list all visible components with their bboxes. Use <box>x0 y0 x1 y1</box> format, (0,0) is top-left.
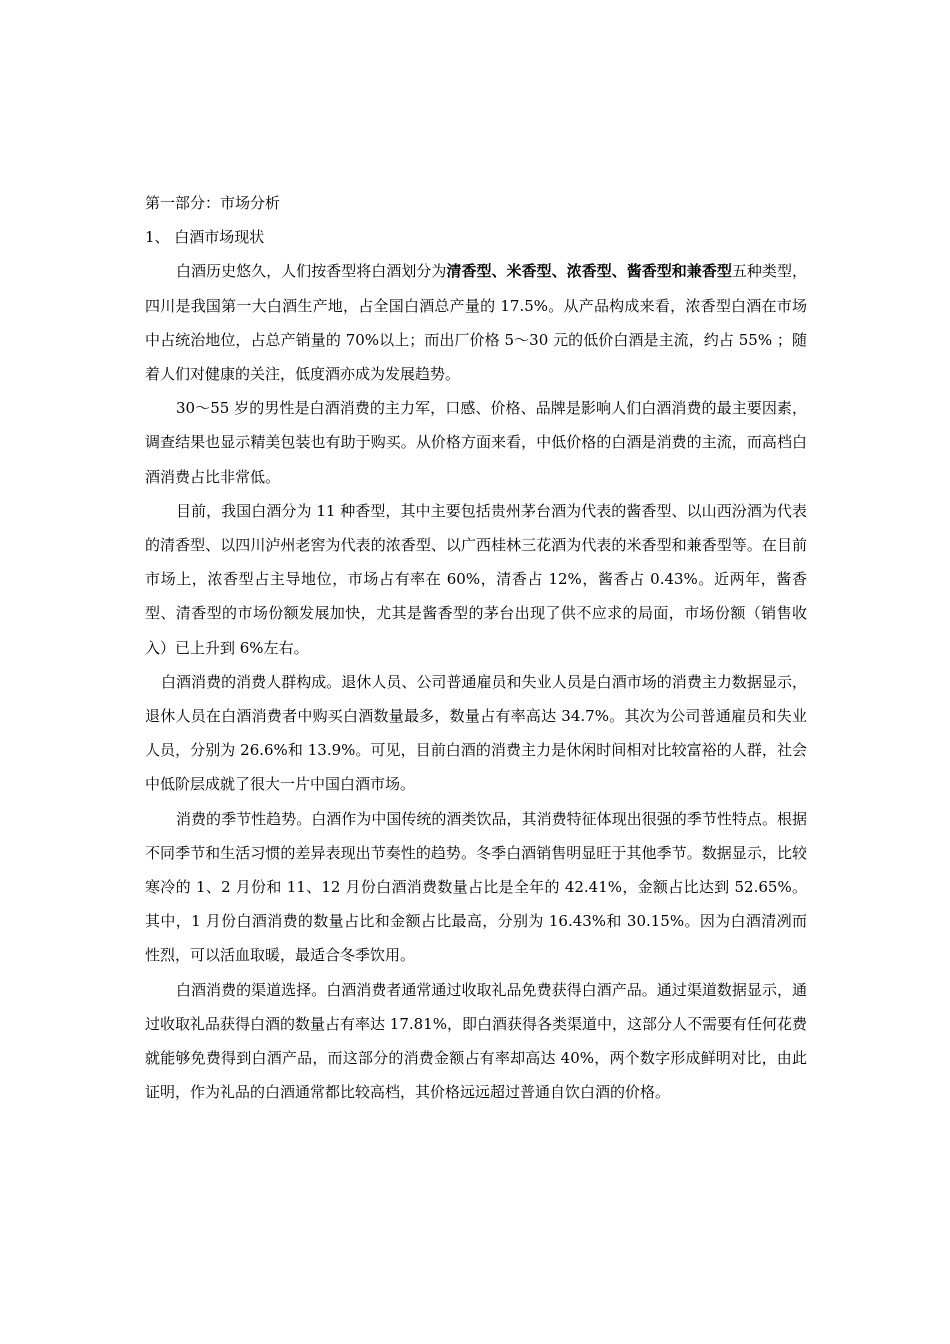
paragraph-lead-text: 白酒历史悠久，人们按香型将白酒划分为 <box>176 262 447 281</box>
paragraph-fragrance-types <box>145 254 807 391</box>
paragraph-consumer-profile: 30～55 岁的男性是白酒消费的主力军，口感、价格、品牌是影响人们白酒消费的最主要因素，调查结果也显示精美包装也有助于购买。从价格方面来看，中低价格的白酒是消费的主流，而高档白酒消费占比非常低。 <box>145 399 807 486</box>
paragraph-consumer-groups: 白酒消费的消费人群构成。退休人员、公司普通雇员和失业人员是白酒市场的消费主力数据显示，退休人员在白酒消费者中购买白酒数量最多，数量占有率高达 34.7%。其次为公司普通雇员和失业人员，分别为 26.6%和 13.9%。可见，目前白酒的消费主力是休闲时间相对比较富裕的人群，社会中低阶层成就了很大一片中国白酒市场。 <box>145 672 807 794</box>
paragraph-fragrance-market-share: 目前，我国白酒分为 11 种香型，其中主要包括贵州茅台酒为代表的酱香型、以山西汾酒为代表的清香型、以四川泸州老窖为代表的浓香型、以广西桂林三花酒为代表的米香型和兼香型等。在目前市场上，浓香型占主导地位，市场占有率在 60%，清香占 12%，酱香占 0.43%。近两年，酱香型、清香型的市场份额发展加快，尤其是酱香型的茅台出现了供不应求的局面，市场份额（销售收入）已上升到 6%左右。 <box>145 501 807 657</box>
section-title: 第一部分：市场分析 <box>145 194 281 212</box>
subsection-title: 1、 白酒市场现状 <box>145 228 265 247</box>
fragrance-types-bold: 清香型、米香型、浓香型、酱香型和兼香型 <box>446 262 732 281</box>
paragraph-seasonal-trend: 消费的季节性趋势。白酒作为中国传统的酒类饮品，其消费特征体现出很强的季节性特点。根据不同季节和生活习惯的差异表现出节奏性的趋势。冬季白酒销售明显旺于其他季节。数据显示，比较寒冷的 1、2 月份和 11、12 月份白酒消费数量占比是全年的 42.41%，金额占比达到 52.65%。其中，1 月份白酒消费的数量占比和金额占比最高，分别为 16.43%和 30.15%。因为白酒清冽而性烈，可以活血取暖，最适合冬季饮用。 <box>145 809 807 965</box>
paragraph-tail-text: 五种类型，四川是我国第一大白酒生产地，占全国白酒总产量的 17.5%。从产品构成来看，浓香型白酒在市场中占统治地位，占总产销量的 70%以上；而出厂价格 5～30 元的低价白酒是主流，约占 55% ；随着人们对健康的关注，低度酒亦成为发展趋势。 <box>145 262 807 384</box>
document-body <box>145 186 807 1109</box>
paragraph-channel-choice: 白酒消费的渠道选择。白酒消费者通常通过收取礼品免费获得白酒产品。通过渠道数据显示，通过收取礼品获得白酒的数量占有率达 17.81%，即白酒获得各类渠道中，这部分人不需要有任何花费就能够免费得到白酒产品，而这部分的消费金额占有率却高达 40%，两个数字形成鲜明对比，由此证明，作为礼品的白酒通常都比较高档，其价格远远超过普通自饮白酒的价格。 <box>145 980 807 1102</box>
